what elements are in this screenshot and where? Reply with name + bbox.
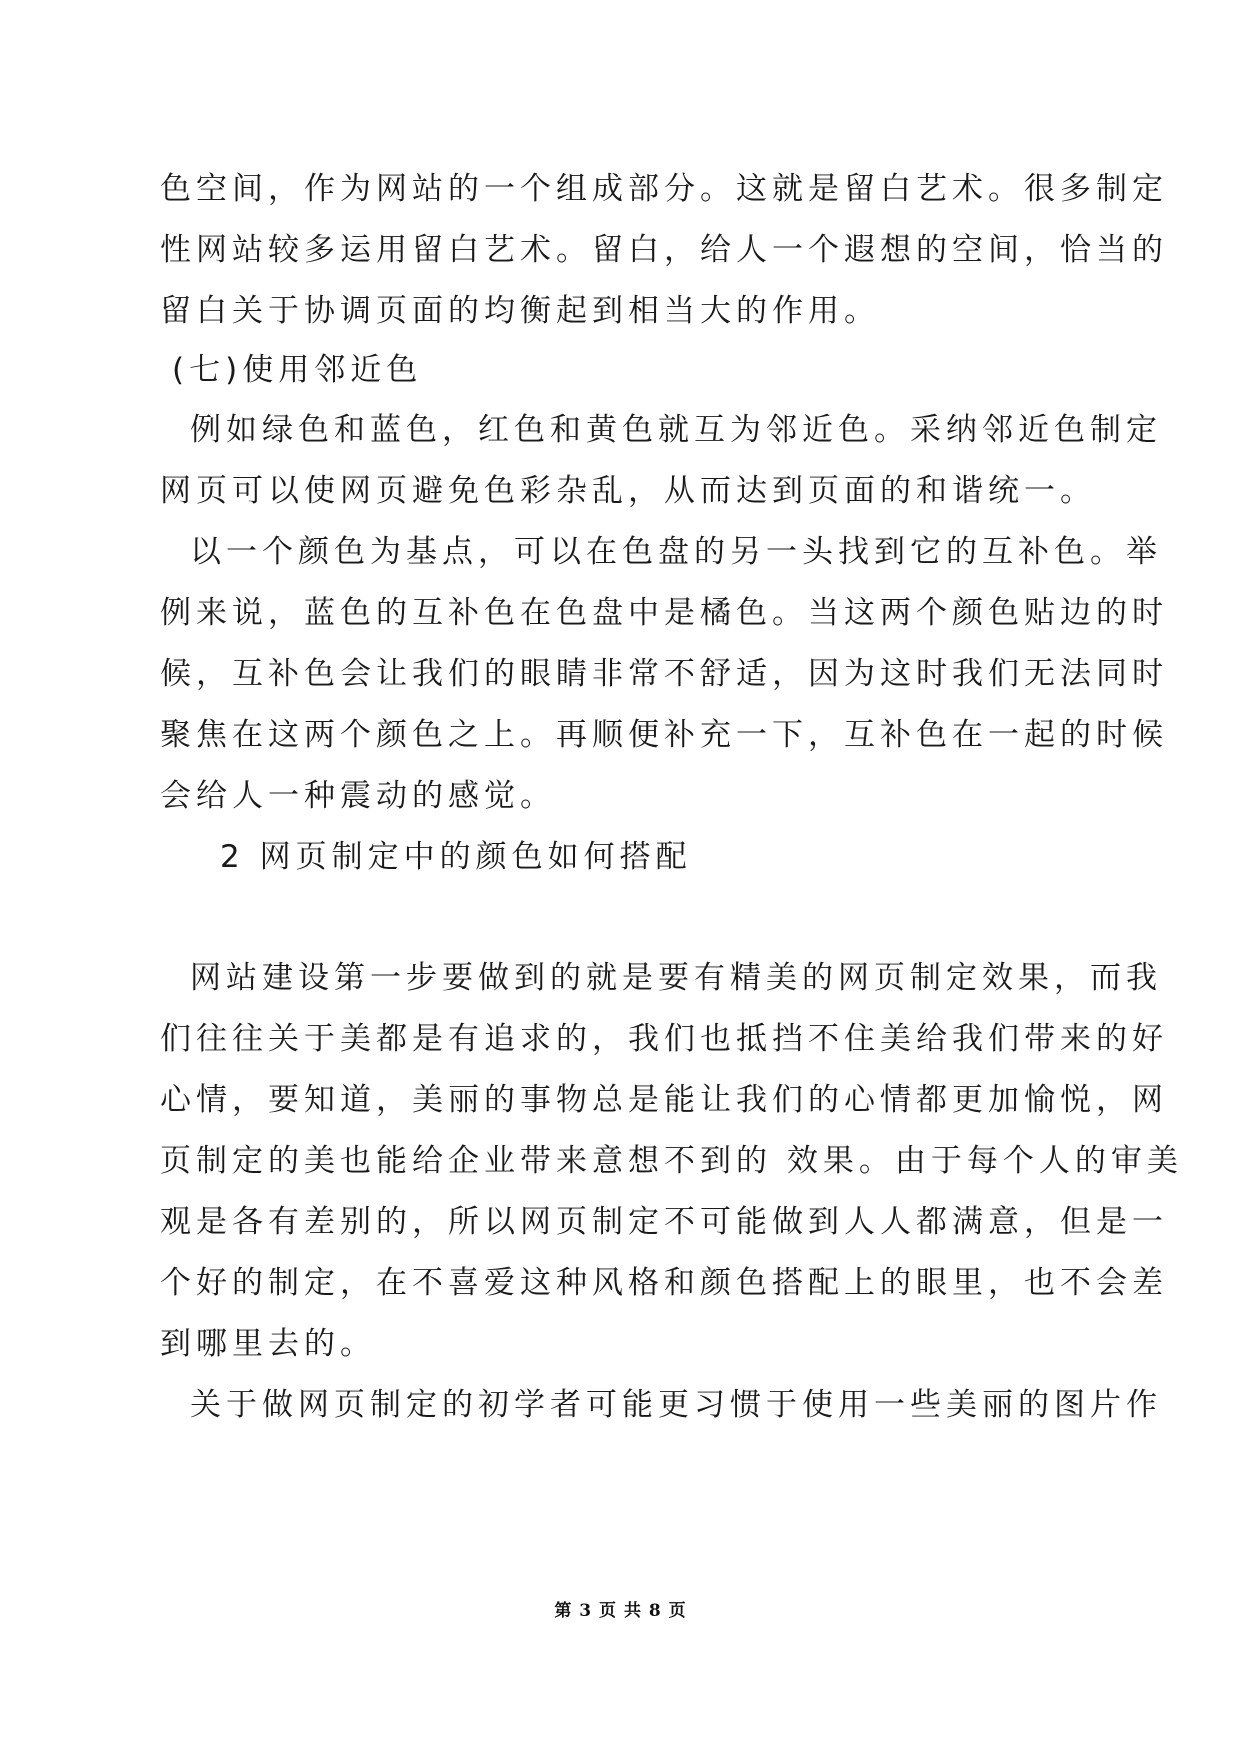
paragraph-line: 观是各有差别的，所以网页制定不可能做到人人都满意，但是一	[160, 1204, 1168, 1240]
paragraph-line: 关于做网页制定的初学者可能更习惯于使用一些美丽的图片作	[190, 1387, 1162, 1423]
paragraph-line: 候，互补色会让我们的眼睛非常不舒适，因为这时我们无法同时	[160, 656, 1168, 692]
paragraph-line: 心情，要知道，美丽的事物总是能让我们的心情都更加愉悦，网	[160, 1082, 1168, 1118]
paragraph-line: 聚焦在这两个颜色之上。再顺便补充一下，互补色在一起的时候	[160, 717, 1168, 753]
paragraph-line: 留白关于协调页面的均衡起到相当大的作用。	[160, 293, 880, 329]
section-subheading: (七)使用邻近色	[172, 352, 423, 388]
paragraph-line: 性网站较多运用留白艺术。留白，给人一个遐想的空间，恰当的	[160, 232, 1168, 268]
paragraph-line: 页制定的美也能给企业带来意想不到的 效果。由于每个人的审美	[160, 1143, 1183, 1179]
paragraph-line: 例如绿色和蓝色，红色和黄色就互为邻近色。采纳邻近色制定	[190, 412, 1162, 448]
paragraph-line: 色空间，作为网站的一个组成部分。这就是留白艺术。很多制定	[160, 171, 1168, 207]
paragraph-line: 网页可以使网页避免色彩杂乱，从而达到页面的和谐统一。	[160, 473, 1096, 509]
paragraph-line: 网站建设第一步要做到的就是要有精美的网页制定效果，而我	[190, 960, 1162, 996]
paragraph-line: 个好的制定，在不喜爱这种风格和颜色搭配上的眼里，也不会差	[160, 1265, 1168, 1301]
paragraph-line: 会给人一种震动的感觉。	[160, 778, 556, 814]
paragraph-line: 例来说，蓝色的互补色在色盘中是橘色。当这两个颜色贴边的时	[160, 595, 1168, 631]
section-heading: 2 网页制定中的颜色如何搭配	[220, 839, 692, 875]
paragraph-line: 到哪里去的。	[160, 1326, 376, 1362]
paragraph-line: 们往往关于美都是有追求的，我们也抵挡不住美给我们带来的好	[160, 1021, 1168, 1057]
paragraph-line: 以一个颜色为基点，可以在色盘的另一头找到它的互补色。举	[190, 534, 1162, 570]
page-number-footer: 第 3 页 共 8 页	[554, 1601, 687, 1621]
